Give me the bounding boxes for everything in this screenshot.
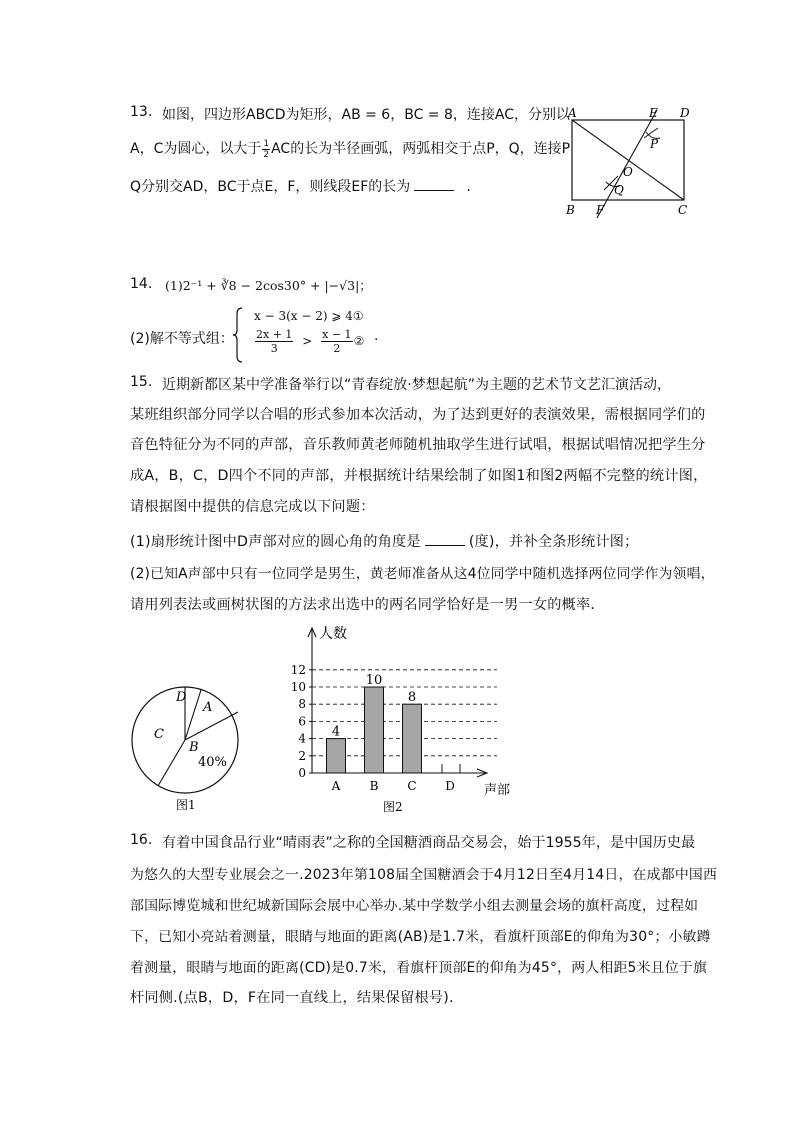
answer-blank[interactable] — [425, 531, 465, 546]
y-tick-label: 6 — [298, 714, 306, 729]
q14-part2-label: (2)解不等式组： — [130, 331, 234, 347]
q13-fraction — [262, 139, 270, 160]
ineq2-operator: > — [302, 334, 313, 348]
label-o: O — [623, 165, 633, 179]
bar-a — [327, 739, 346, 773]
q13-frac-num: 1 — [263, 138, 270, 149]
pie-label-b: B — [189, 740, 199, 755]
q13-line2-start: A，C为圆心，以大于 — [130, 141, 262, 157]
label-a: A — [568, 106, 577, 120]
y-tick-label: 0 — [298, 766, 306, 780]
q15-sub1-start: (1)扇形统计图中D声部对应的圆心角的角度是 — [130, 534, 421, 550]
y-ticks — [291, 663, 312, 780]
ineq2-tag: ② — [353, 334, 365, 348]
label-p: P — [650, 137, 659, 151]
q14-inequality-2 — [254, 328, 364, 355]
label-q: Q — [614, 183, 624, 197]
line-pq — [597, 110, 657, 218]
q16-line3: 部国际博览城和世纪城新国际会展中心举办.某中学数学小组去测量会场的旗杆高度，过程如 — [130, 898, 699, 914]
q15-line1: 近期新都区某中学准备举行以“青春绽放·梦想起航”为主题的艺术节文艺汇演活动， — [162, 377, 671, 393]
q16-line1: 有着中国食品行业“晴雨表”之称的全国糖酒商品交易会，始于1955年，是中国历史最 — [162, 835, 696, 851]
pie-label-a: A — [203, 700, 213, 715]
q13-line1: 如图，四边形ABCD为矩形，AB = 6，BC = 8，连接AC，分别以 — [162, 107, 570, 123]
data-label-a: 4 — [331, 724, 341, 740]
q15-sub1 — [130, 531, 639, 551]
x-tick-label-c: C — [407, 779, 417, 793]
pie-caption: 图1 — [176, 798, 196, 812]
q16-line5: 着测量，眼睛与地面的距离(CD)是0.7米，看旗杆顶部E的仰角为45°，两人相距5米且位于旗 — [130, 960, 708, 976]
pie-label-b-percent: 40% — [198, 755, 227, 770]
label-e: E — [649, 106, 658, 120]
q13-line2-end: AC的长为半径画弧，两弧相交于点P，Q，连接P — [271, 141, 571, 157]
bar-chart — [285, 620, 525, 820]
q16-line2: 为悠久的大型专业展会之一.2023年第108届全国糖酒会于4月12日至4月14日，在成都中国西 — [130, 867, 718, 883]
q13-frac-den: 2 — [263, 149, 270, 160]
y-tick-label: 4 — [298, 731, 306, 746]
q14-end: . — [374, 328, 379, 344]
q13-line2 — [130, 138, 570, 160]
data-label-b: 10 — [365, 673, 383, 688]
ineq2-left-num: 2x + 1 — [256, 328, 293, 341]
q13-line3-period: . — [466, 179, 471, 195]
x-tick-label-b: B — [369, 779, 379, 793]
ineq2-left-den: 3 — [270, 342, 278, 355]
ineq2-left-fraction — [255, 328, 293, 355]
label-f: F — [596, 203, 605, 217]
label-d: D — [680, 106, 690, 120]
q14-part1: (1)2⁻¹ + ∛8 − 2cos30° + |−√3|； — [165, 278, 372, 293]
q15-number: 15. — [130, 374, 153, 390]
pie-divider-4 — [158, 740, 185, 786]
pie-chart — [128, 670, 248, 816]
bar-marks — [327, 673, 461, 793]
q14-number: 14. — [130, 276, 153, 292]
q16-line6: 杆同侧.(点B，D，F在同一直线上，结果保留根号). — [130, 990, 454, 1006]
q13-line3 — [130, 176, 471, 196]
q15-line5: 请根据图中提供的信息完成以下问题： — [130, 499, 375, 515]
q16-number: 16. — [130, 832, 153, 848]
y-tick-label: 8 — [298, 697, 306, 712]
label-c: C — [678, 203, 688, 217]
rectangle-figure — [560, 102, 700, 222]
q15-line4: 成A，B，C，D四个不同的声部，并根据统计结果绘制了如图1和图2两幅不完整的统计图， — [130, 468, 708, 484]
y-axis-label: 人数 — [319, 626, 347, 642]
x-axis-label: 声部 — [484, 783, 511, 798]
ineq2-right-den: 2 — [333, 342, 341, 355]
q16-line4: 下，已知小亮站着测量，眼睛与地面的距离(AB)是1.7米，看旗杆顶部E的仰角为30°；小敏蹲 — [130, 929, 711, 945]
pie-label-c: C — [154, 727, 164, 742]
q13-line3-text: Q分别交AD，BC于点E，F，则线段EF的长为 — [130, 179, 411, 195]
ineq2-right-fraction — [321, 328, 352, 355]
q15-sub2-b: 请用列表法或画树状图的方法求出选中的两名同学恰好是一男一女的概率． — [130, 597, 605, 613]
bar-c — [403, 704, 422, 773]
q13-number: 13. — [130, 104, 153, 120]
answer-blank[interactable] — [414, 176, 454, 191]
bar-b — [365, 687, 384, 773]
data-label-c: 8 — [407, 690, 417, 706]
q14-inequality-1: x − 3(x − 2) ⩾ 4① — [254, 309, 364, 323]
y-tick-label: 10 — [290, 680, 306, 694]
q15-sub2-a: (2)已知A声部中只有一位同学是男生，黄老师准备从这4位同学中随机选择两位同学作为领唱， — [130, 566, 715, 582]
pie-label-d: D — [176, 690, 187, 705]
x-tick-label-d: D — [445, 779, 455, 793]
x-tick-label-a: A — [331, 779, 341, 793]
diagonal-ac — [572, 120, 684, 200]
brace-icon — [232, 306, 244, 364]
bar-caption: 图2 — [383, 800, 403, 814]
q15-line2: 某班组织部分同学以合唱的形式参加本次活动，为了达到更好的表演效果，需根据同学们的 — [130, 407, 706, 423]
label-b: B — [566, 203, 575, 217]
q15-line3: 音色特征分为不同的声部，音乐教师黄老师随机抽取学生进行试唱，根据试唱情况把学生分 — [130, 437, 706, 453]
q15-sub1-end: (度)，并补全条形统计图； — [468, 534, 639, 550]
y-tick-label: 12 — [290, 662, 306, 677]
ineq2-right-num: x − 1 — [322, 328, 352, 341]
y-tick-label: 2 — [298, 748, 306, 763]
